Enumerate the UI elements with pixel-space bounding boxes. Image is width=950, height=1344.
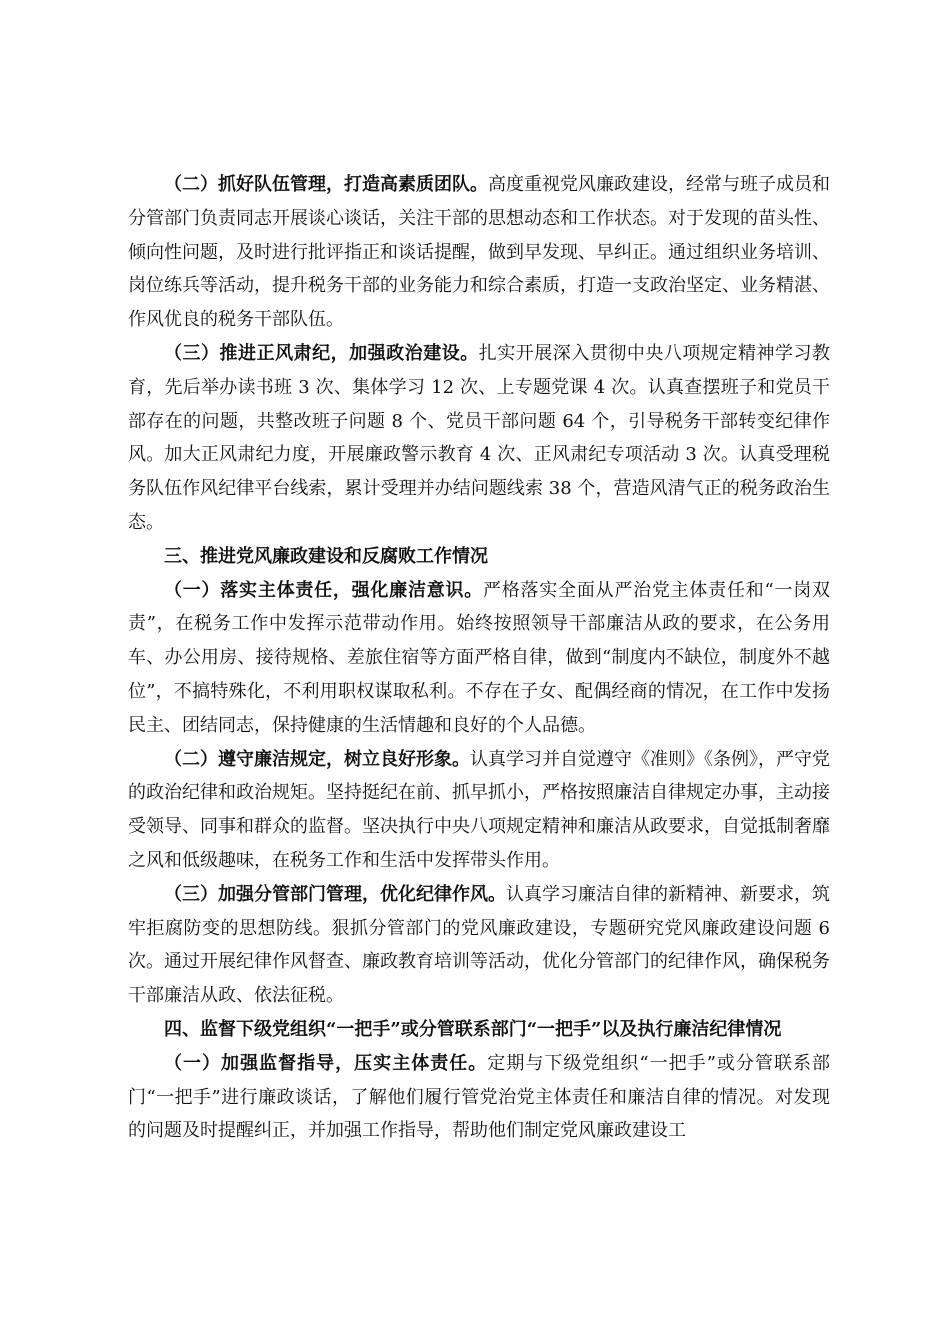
paragraph-lead: （三）推进正风肃纪，加强政治建设。 xyxy=(164,342,479,364)
paragraph-integrity-rules xyxy=(128,743,830,878)
paragraph-text: 认真学习并自觉遵守《准则》《条例》，严守党的政治纪律和政治规矩。坚持挺纪在前、抓早抓小，严格按照廉洁自律规定办事，主动接受领导、同事和群众的监督。坚决执行中央八项规定精神和廉洁从政要求，自觉抵制奢靡之风和低级趣味，在税务工作和生活中发挥带头作用。 xyxy=(128,748,830,871)
section-heading-4: 四、监督下级党组织“一把手”或分管联系部门“一把手”以及执行廉洁纪律情况 xyxy=(164,1018,782,1040)
paragraph-team-management xyxy=(128,168,830,337)
paragraph-text: 认真学习廉洁自律的新精神、新要求，筑牢拒腐防变的思想防线。狠抓分管部门的党风廉政建设，专题研究党风廉政建设问题 6 次。通过开展纪律作风督查、廉政教育培训等活动，优化分管部门的纪律作风，确保税务干部廉洁从政、依法征税。 xyxy=(128,883,830,1007)
paragraph-discipline xyxy=(128,337,830,540)
paragraph-text: 扎实开展深入贯彻中央八项规定精神学习教育，先后举办读书班 3 次、集体学习 12 次、上专题党课 4 次。认真查摆班子和党员干部存在的问题，共整改班子问题 8 个、党员干部问题 64 个，引导税务干部转变纪律作风。加大正风肃纪力度，开展廉政警示教育 4 次、正风肃纪专项活动 3 次。认真受理税务队伍作风纪律平台线索，累计受理并办结问题线索 38 个，营造风清气正的税务政治生态。 xyxy=(128,342,831,533)
paragraph-supervision xyxy=(128,1047,830,1148)
paragraph-lead: （三）加强分管部门管理，优化纪律作风。 xyxy=(164,883,506,905)
paragraph-responsibility xyxy=(128,574,830,743)
section-heading-3: 三、推进党风廉政建设和反腐败工作情况 xyxy=(164,545,488,567)
paragraph-lead: （二）遵守廉洁规定，树立良好形象。 xyxy=(164,748,470,770)
paragraph-lead: （一）落实主体责任，强化廉洁意识。 xyxy=(164,579,484,601)
paragraph-text: 定期与下级党组织“一把手”或分管联系部门“一把手”进行廉政谈话，了解他们履行管党治党主体责任和廉洁自律的情况。对发现的问题及时提醒纠正，并加强工作指导，帮助他们制定党风廉政建设工 xyxy=(128,1052,831,1142)
paragraph-text: 高度重视党风廉政建设，经常与班子成员和分管部门负责同志开展谈心谈话，关注干部的思想动态和工作状态。对于发现的苗头性、倾向性问题，及时进行批评指正和谈话提醒，做到早发现、早纠正。通过组织业务培训、岗位练兵等活动，提升税务干部的业务能力和综合素质，打造一支政治坚定、业务精湛、作风优良的税务干部队伍。 xyxy=(128,174,830,331)
paragraph-lead: （二）抓好队伍管理，打造高素质团队。 xyxy=(164,174,488,195)
document-body xyxy=(128,168,830,1148)
paragraph-lead: （一）加强监督指导，压实主体责任。 xyxy=(164,1052,488,1074)
paragraph-department-management xyxy=(128,878,830,1013)
paragraph-text: 严格落实全面从严治党主体责任和“一岗双责”，在税务工作中发挥示范带动作用。始终按照领导干部廉洁从政的要求，在公务用车、办公用房、接待规格、差旅住宿等方面严格自律，做到“制度内不缺位，制度外不越位”，不搞特殊化，不利用职权谋取私利。不存在子女、配偶经商的情况，在工作中发扬民主、团结同志，保持健康的生活情趣和良好的个人品德。 xyxy=(128,579,830,736)
